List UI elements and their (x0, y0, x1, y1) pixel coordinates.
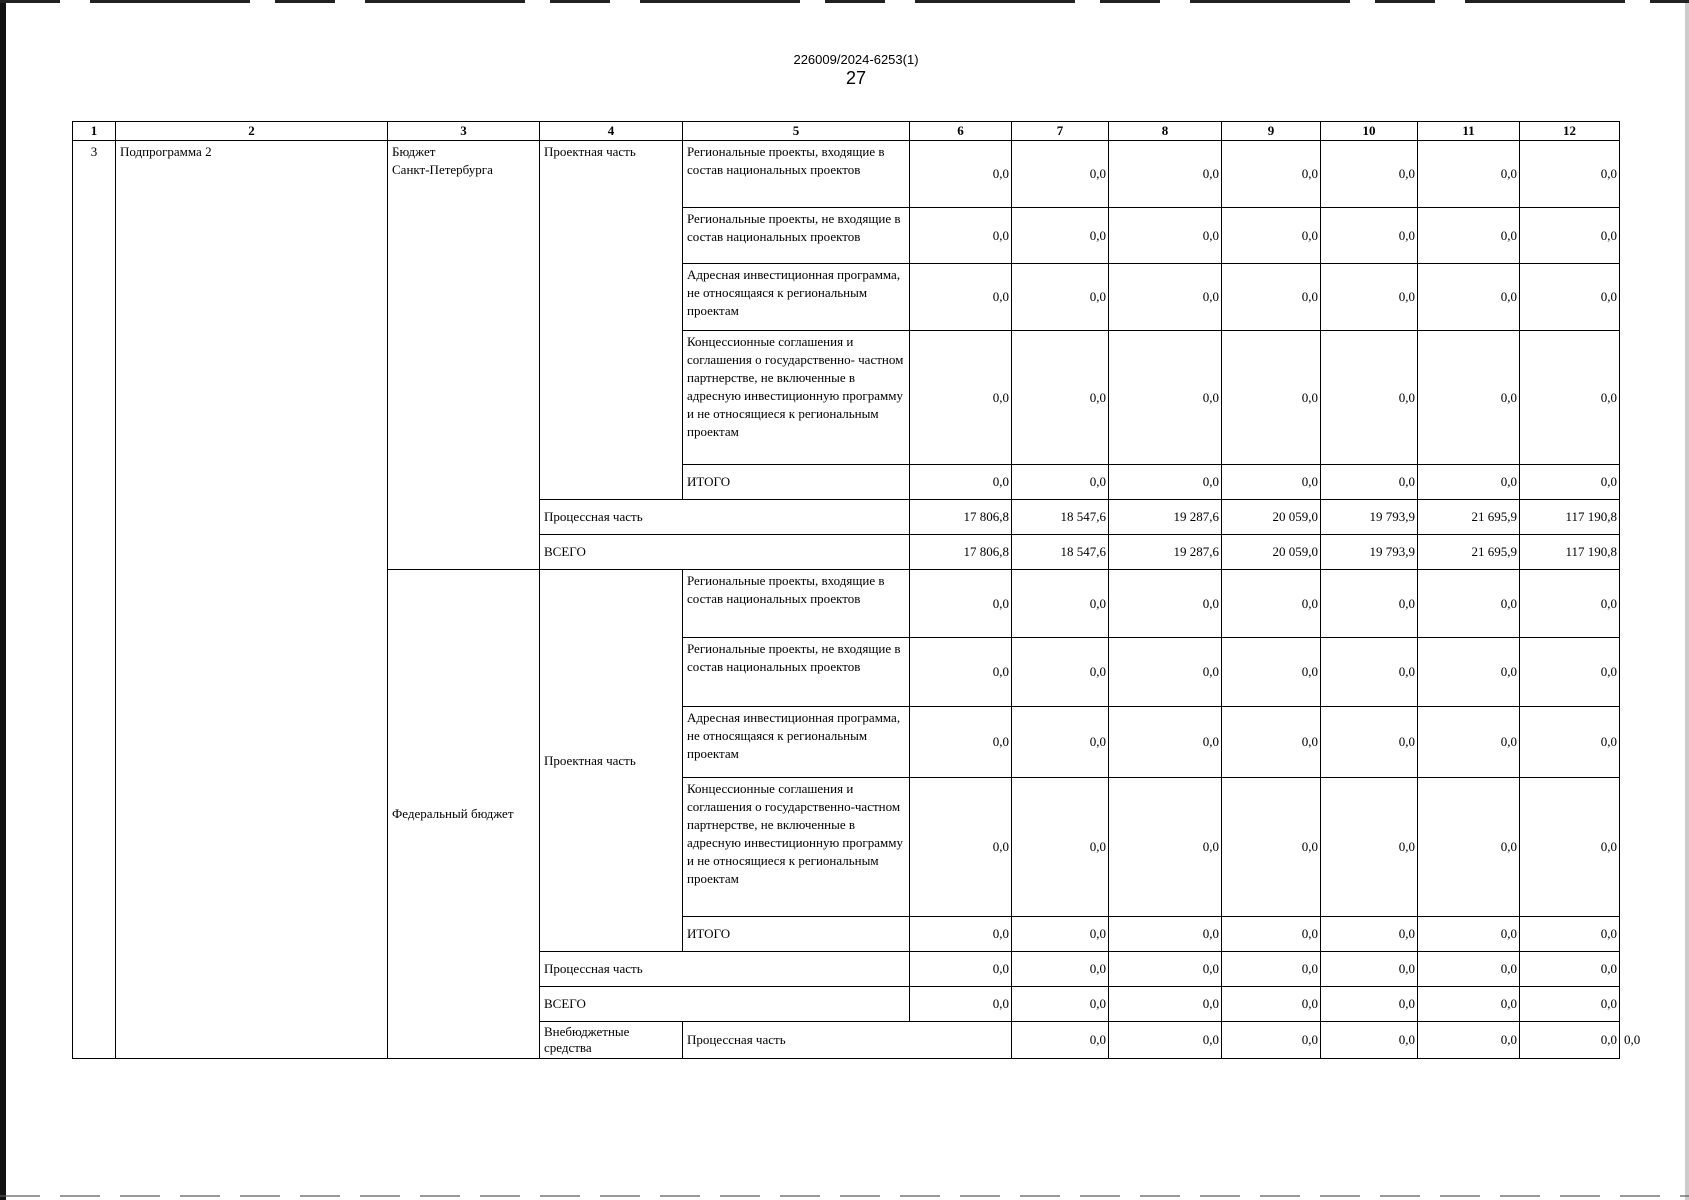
column-header: 2 (116, 122, 388, 141)
value-cell: 0,0 (1012, 264, 1109, 331)
value-cell: 0,0 (1012, 208, 1109, 264)
value-cell: 17 806,8 (910, 535, 1012, 570)
value-cell: 21 695,9 (1418, 535, 1520, 570)
value-cell: 0,0 (1321, 987, 1418, 1022)
value-cell: 0,0 (1418, 638, 1520, 707)
value-cell: 0,0 (1222, 1022, 1321, 1059)
value-cell: 0,0 (1012, 917, 1109, 952)
value-cell: 0,0 (1321, 331, 1418, 465)
table-row (73, 141, 1620, 208)
value-cell: 0,0 (1418, 465, 1520, 500)
value-cell: 0,0 (1520, 264, 1620, 331)
value-cell: 0,0 (1321, 778, 1418, 917)
scan-bottom-artifacts (0, 1195, 1689, 1197)
value-cell: 0,0 (1418, 952, 1520, 987)
value-cell: 0,0 (1012, 570, 1109, 638)
category-label: Региональные проекты, входящие в состав национальных проектов (683, 570, 910, 638)
program-name: Подпрограмма 2 (116, 141, 388, 1059)
value-cell: 0,0 (1418, 1022, 1520, 1059)
value-cell: 19 793,9 (1321, 535, 1418, 570)
value-cell: 0,0 (1520, 331, 1620, 465)
value-cell: 0,0 (1109, 778, 1222, 917)
value-cell: 0,0 (1520, 987, 1620, 1022)
value-cell: 0,0 (1222, 778, 1321, 917)
value-cell: 0,0 (1520, 570, 1620, 638)
part-total: ВСЕГО (540, 987, 910, 1022)
category-label: Концессионные соглашения и соглашения о государственно-частном партнерстве, не включенные в адресную инвестиционную программу и не относящиеся к региональным проектам (683, 778, 910, 917)
category-itogo: ИТОГО (683, 465, 910, 500)
value-cell: 0,0 (1109, 917, 1222, 952)
value-cell: 0,0 (1418, 331, 1520, 465)
value-cell: 20 059,0 (1222, 500, 1321, 535)
value-cell: 0,0 (1418, 778, 1520, 917)
value-cell: 0,0 (1222, 331, 1321, 465)
value-cell: 0,0 (1012, 465, 1109, 500)
category-label: Региональные проекты, не входящие в состав национальных проектов (683, 638, 910, 707)
value-cell: 0,0 (1109, 952, 1222, 987)
value-cell: 0,0 (1109, 987, 1222, 1022)
category-itogo: ИТОГО (683, 917, 910, 952)
value-cell: 0,0 (1321, 952, 1418, 987)
value-cell: 0,0 (1109, 465, 1222, 500)
value-cell: 0,0 (1012, 141, 1109, 208)
value-cell: 0,0 (1012, 331, 1109, 465)
value-cell: 0,0 (1418, 570, 1520, 638)
value-cell: 0,0 (1222, 638, 1321, 707)
value-cell: 0,0 (910, 570, 1012, 638)
value-cell: 0,0 (910, 987, 1012, 1022)
value-cell: 0,0 (1321, 570, 1418, 638)
column-header: 10 (1321, 122, 1418, 141)
value-cell: 0,0 (1520, 1022, 1620, 1059)
column-header: 6 (910, 122, 1012, 141)
value-cell: 0,0 (910, 917, 1012, 952)
value-cell: 0,0 (1222, 707, 1321, 778)
value-cell: 18 547,6 (1012, 535, 1109, 570)
value-cell: 0,0 (1418, 208, 1520, 264)
row-number: 3 (73, 141, 116, 1059)
value-cell: 0,0 (1321, 917, 1418, 952)
value-cell: 0,0 (1321, 465, 1418, 500)
value-cell: 0,0 (1109, 331, 1222, 465)
value-cell: 20 059,0 (1222, 535, 1321, 570)
part-process: Процессная часть (540, 952, 910, 987)
value-cell: 0,0 (910, 778, 1012, 917)
document-id: 226009/2024-6253(1) (793, 52, 919, 67)
part-project: Проектная часть (540, 570, 683, 952)
value-cell: 0,0 (1109, 570, 1222, 638)
scan-left-edge (0, 0, 6, 1200)
part-total: ВСЕГО (540, 535, 910, 570)
value-cell: 0,0 (1418, 917, 1520, 952)
scan-top-artifacts (0, 0, 1689, 3)
value-cell: 0,0 (1109, 1022, 1222, 1059)
value-cell: 0,0 (1321, 264, 1418, 331)
value-cell: 0,0 (1418, 264, 1520, 331)
value-cell: 0,0 (1012, 707, 1109, 778)
column-header: 9 (1222, 122, 1321, 141)
value-cell: 0,0 (910, 208, 1012, 264)
value-cell: 0,0 (1109, 264, 1222, 331)
value-cell: 0,0 (1520, 917, 1620, 952)
value-cell: 0,0 (1109, 707, 1222, 778)
value-cell: 0,0 (1520, 952, 1620, 987)
part-process: Процессная часть (683, 1022, 1012, 1059)
value-cell: 0,0 (1222, 465, 1321, 500)
scan-right-edge (1685, 0, 1689, 1200)
part-project: Проектная часть (540, 141, 683, 500)
value-cell: 0,0 (1222, 570, 1321, 638)
value-cell: 0,0 (910, 638, 1012, 707)
column-header: 11 (1418, 122, 1520, 141)
value-cell: 0,0 (1109, 141, 1222, 208)
value-cell: 0,0 (910, 465, 1012, 500)
value-cell: 19 287,6 (1109, 535, 1222, 570)
value-cell: 0,0 (910, 707, 1012, 778)
part-process: Процессная часть (540, 500, 910, 535)
value-cell: 0,0 (1109, 208, 1222, 264)
column-header: 1 (73, 122, 116, 141)
value-cell: 117 190,8 (1520, 500, 1620, 535)
value-cell: 18 547,6 (1012, 500, 1109, 535)
value-cell: 0,0 (1222, 952, 1321, 987)
value-cell: 0,0 (1222, 987, 1321, 1022)
category-label: Концессионные соглашения и соглашения о государственно- частном партнерстве, не включенные в адресную инвестиционную программу и не относящиеся к региональным проектам (683, 331, 910, 465)
value-cell: 0,0 (1321, 208, 1418, 264)
value-cell: 19 287,6 (1109, 500, 1222, 535)
category-label: Адресная инвестиционная программа, не относящаяся к региональным проектам (683, 264, 910, 331)
value-cell: 0,0 (1109, 638, 1222, 707)
category-label: Адресная инвестиционная программа, не относящаяся к региональным проектам (683, 707, 910, 778)
value-cell: 0,0 (1012, 1022, 1109, 1059)
value-cell: 0,0 (1321, 141, 1418, 208)
budget-table (72, 121, 1641, 1059)
value-cell: 0,0 (1520, 778, 1620, 917)
value-cell: 0,0 (1222, 141, 1321, 208)
value-cell: 0,0 (1012, 987, 1109, 1022)
value-cell: 0,0 (1321, 1022, 1418, 1059)
value-cell: 0,0 (1418, 707, 1520, 778)
value-cell: 19 793,9 (1321, 500, 1418, 535)
column-header: 4 (540, 122, 683, 141)
value-cell: 0,0 (1012, 638, 1109, 707)
value-cell: 0,0 (1012, 952, 1109, 987)
value-cell: 0,0 (1012, 778, 1109, 917)
column-header: 5 (683, 122, 910, 141)
value-cell: 0,0 (1520, 141, 1620, 208)
value-cell: 0,0 (910, 331, 1012, 465)
source-extra-budget: Внебюджетные средства (540, 1022, 683, 1059)
table-row: Внебюджетные средства Процессная часть 0,0 0,0 0,0 0,0 0,0 0,0 0,0 (73, 1022, 1620, 1059)
source-federal-budget: Федеральный бюджет (388, 570, 540, 1059)
value-cell: 117 190,8 (1520, 535, 1620, 570)
value-cell: 0,0 (1520, 465, 1620, 500)
category-label: Региональные проекты, входящие в состав национальных проектов (683, 141, 910, 208)
column-header: 8 (1109, 122, 1222, 141)
value-cell: 0,0 (1321, 707, 1418, 778)
column-header: 12 (1520, 122, 1620, 141)
column-header: 3 (388, 122, 540, 141)
value-cell: 0,0 (910, 141, 1012, 208)
value-cell: 21 695,9 (1418, 500, 1520, 535)
value-cell: 0,0 (1520, 707, 1620, 778)
category-label: Региональные проекты, не входящие в состав национальных проектов (683, 208, 910, 264)
value-cell: 0,0 (1222, 917, 1321, 952)
value-cell: 0,0 (1520, 208, 1620, 264)
value-cell: 0,0 (1418, 141, 1520, 208)
value-cell: 0,0 (1321, 638, 1418, 707)
source-spb-budget: Бюджет Санкт-Петербурга (388, 141, 540, 570)
value-cell: 0,0 (1222, 264, 1321, 331)
value-cell: 0,0 (910, 264, 1012, 331)
column-header: 7 (1012, 122, 1109, 141)
value-cell: 0,0 (910, 952, 1012, 987)
value-cell: 0,0 (1222, 208, 1321, 264)
value-cell: 17 806,8 (910, 500, 1012, 535)
column-header-row (73, 122, 1620, 141)
value-cell: 0,0 (1418, 987, 1520, 1022)
value-cell: 0,0 (1520, 638, 1620, 707)
page-number: 27 (845, 68, 867, 88)
